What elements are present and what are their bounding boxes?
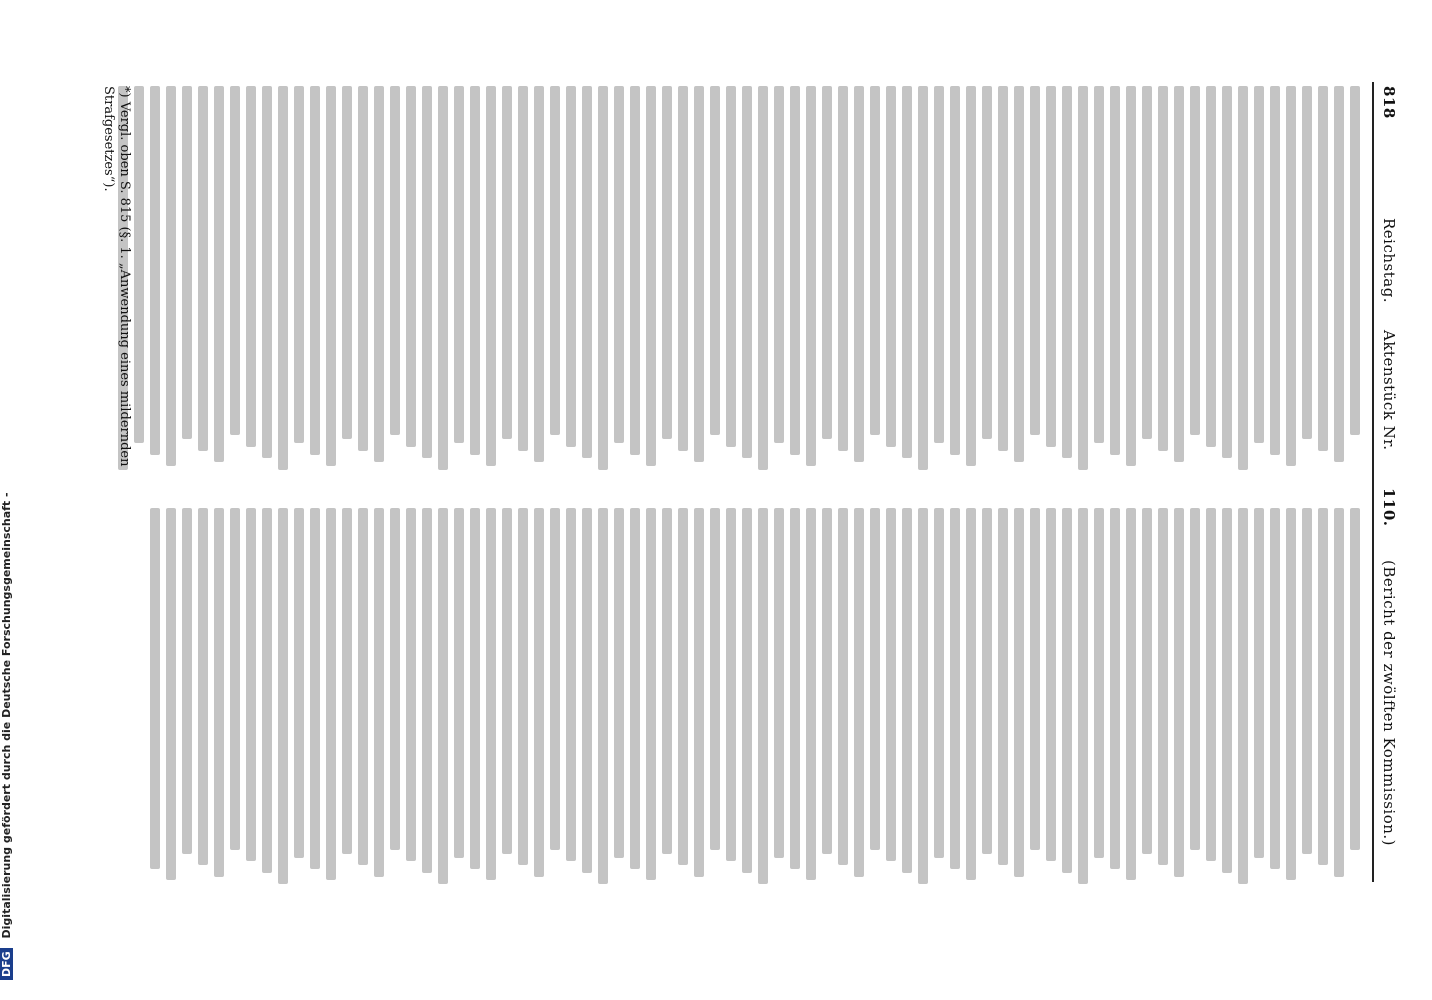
text-line — [182, 86, 192, 439]
text-line — [1046, 86, 1056, 447]
text-line — [1126, 508, 1136, 880]
text-line — [1238, 86, 1248, 470]
text-line — [1238, 508, 1248, 884]
text-line — [1318, 508, 1328, 865]
text-line — [870, 86, 880, 435]
text-line — [614, 86, 624, 443]
text-line — [982, 508, 992, 854]
text-line — [598, 86, 608, 470]
text-line — [166, 86, 176, 466]
text-line — [550, 508, 560, 850]
text-line — [1302, 86, 1312, 439]
text-line — [710, 86, 720, 435]
text-line — [758, 508, 768, 884]
text-line — [982, 86, 992, 439]
text-line — [150, 86, 160, 455]
header-rule — [1372, 82, 1374, 882]
text-line — [1286, 86, 1296, 466]
header-right: (Bericht der zwölften Kommission.) — [1380, 560, 1398, 847]
text-line — [1190, 86, 1200, 435]
text-line — [310, 508, 320, 869]
text-line — [918, 508, 928, 884]
text-line — [406, 508, 416, 861]
dfg-logo: DFG — [0, 948, 13, 980]
text-line — [630, 508, 640, 869]
text-line — [1318, 86, 1328, 451]
text-line — [726, 508, 736, 861]
text-line — [326, 508, 336, 880]
text-line — [902, 508, 912, 873]
text-line — [1350, 86, 1360, 435]
text-line — [822, 508, 832, 854]
text-line — [806, 86, 816, 466]
text-line — [566, 508, 576, 861]
text-line — [694, 508, 704, 877]
text-line — [1158, 86, 1168, 451]
text-line — [486, 508, 496, 880]
text-line — [1206, 86, 1216, 447]
text-column-left — [90, 86, 1360, 474]
text-line — [1046, 508, 1056, 861]
text-line — [422, 86, 432, 458]
text-line — [758, 86, 768, 470]
text-line — [358, 86, 368, 451]
text-line — [294, 86, 304, 443]
text-line — [886, 508, 896, 861]
text-line — [230, 86, 240, 435]
text-column-right — [90, 508, 1360, 888]
text-line — [550, 86, 560, 435]
text-line — [278, 86, 288, 470]
text-line — [518, 508, 528, 865]
text-line — [694, 86, 704, 462]
text-line — [326, 86, 336, 466]
header-title: Reichstag. — [1380, 218, 1398, 304]
text-line — [582, 86, 592, 458]
text-line — [662, 86, 672, 439]
text-line — [1286, 508, 1296, 880]
text-line — [1062, 508, 1072, 873]
text-line — [534, 508, 544, 877]
text-line — [518, 86, 528, 451]
text-line — [1078, 86, 1088, 470]
text-line — [614, 508, 624, 858]
text-line — [454, 508, 464, 858]
text-line — [1014, 508, 1024, 877]
text-line — [1254, 86, 1264, 443]
text-line — [438, 508, 448, 884]
text-line — [806, 508, 816, 880]
text-line — [1158, 508, 1168, 865]
text-line — [374, 86, 384, 462]
header-document: Aktenstück Nr. — [1380, 330, 1398, 451]
text-line — [1254, 508, 1264, 858]
text-line — [342, 508, 352, 854]
text-line — [582, 508, 592, 873]
text-line — [246, 508, 256, 861]
text-line — [502, 86, 512, 439]
text-line — [470, 86, 480, 455]
footnote: *) Vergl. oben S. 815 (§. 1. „Anwendung eines mildernden Strafgesetzes“). — [101, 86, 132, 467]
text-line — [262, 86, 272, 458]
text-line — [950, 508, 960, 869]
text-line — [854, 508, 864, 877]
text-line — [934, 86, 944, 443]
text-line — [918, 86, 928, 470]
text-line — [1110, 508, 1120, 869]
text-line — [390, 86, 400, 435]
text-line — [198, 508, 208, 865]
text-line — [1174, 86, 1184, 462]
text-line — [198, 86, 208, 451]
text-line — [1206, 508, 1216, 861]
text-line — [998, 86, 1008, 451]
text-line — [902, 86, 912, 458]
text-line — [934, 508, 944, 858]
text-line — [214, 86, 224, 462]
text-line — [742, 86, 752, 458]
text-line — [566, 86, 576, 447]
text-line — [246, 86, 256, 447]
text-line — [182, 508, 192, 854]
text-line — [1190, 508, 1200, 850]
text-line — [310, 86, 320, 455]
text-line — [630, 86, 640, 455]
page-header — [1376, 0, 1398, 1000]
text-line — [438, 86, 448, 470]
text-line — [1030, 86, 1040, 435]
text-line — [1110, 86, 1120, 455]
text-line — [342, 86, 352, 439]
text-line — [294, 508, 304, 858]
text-line — [998, 508, 1008, 865]
text-line — [1142, 508, 1152, 854]
text-line — [774, 508, 784, 858]
text-line — [870, 508, 880, 850]
text-line — [166, 508, 176, 880]
text-line — [422, 508, 432, 873]
text-line — [486, 86, 496, 466]
text-line — [838, 86, 848, 451]
text-line — [1270, 508, 1280, 869]
text-line — [1222, 508, 1232, 873]
text-line — [838, 508, 848, 865]
text-line — [1030, 508, 1040, 850]
text-line — [742, 508, 752, 873]
text-line — [710, 508, 720, 850]
text-line — [854, 86, 864, 462]
text-line — [1094, 86, 1104, 443]
text-line — [774, 86, 784, 443]
text-line — [822, 86, 832, 439]
text-line — [790, 86, 800, 455]
text-line — [1334, 508, 1344, 877]
text-line — [134, 86, 144, 443]
page-number: 818 — [1380, 86, 1398, 119]
text-line — [150, 508, 160, 869]
document-number: 110. — [1380, 488, 1398, 527]
text-line — [1062, 86, 1072, 458]
credit-text: DFG Digitalisierung gefördert durch die Deutsche Forschungsgemeinschaft - — [0, 0, 20, 980]
text-line — [1142, 86, 1152, 439]
text-line — [1334, 86, 1344, 462]
text-line — [262, 508, 272, 873]
text-line — [678, 508, 688, 865]
text-line — [598, 508, 608, 884]
text-line — [278, 508, 288, 884]
text-line — [502, 508, 512, 854]
text-line — [1014, 86, 1024, 462]
text-line — [662, 508, 672, 854]
text-line — [374, 508, 384, 877]
text-line — [790, 508, 800, 869]
text-line — [1222, 86, 1232, 458]
text-line — [1174, 508, 1184, 877]
text-line — [214, 508, 224, 877]
text-line — [646, 86, 656, 466]
text-line — [358, 508, 368, 865]
text-line — [678, 86, 688, 451]
text-line — [454, 86, 464, 443]
text-line — [406, 86, 416, 447]
text-line — [230, 508, 240, 850]
text-line — [1078, 508, 1088, 884]
text-line — [886, 86, 896, 447]
text-line — [1270, 86, 1280, 455]
text-line — [1350, 508, 1360, 850]
text-line — [470, 508, 480, 869]
text-line — [534, 86, 544, 462]
text-line — [390, 508, 400, 850]
text-line — [950, 86, 960, 455]
text-line — [1126, 86, 1136, 466]
text-line — [966, 508, 976, 880]
text-line — [646, 508, 656, 880]
text-line — [966, 86, 976, 466]
text-line — [1302, 508, 1312, 854]
text-line — [1094, 508, 1104, 858]
text-line — [726, 86, 736, 447]
